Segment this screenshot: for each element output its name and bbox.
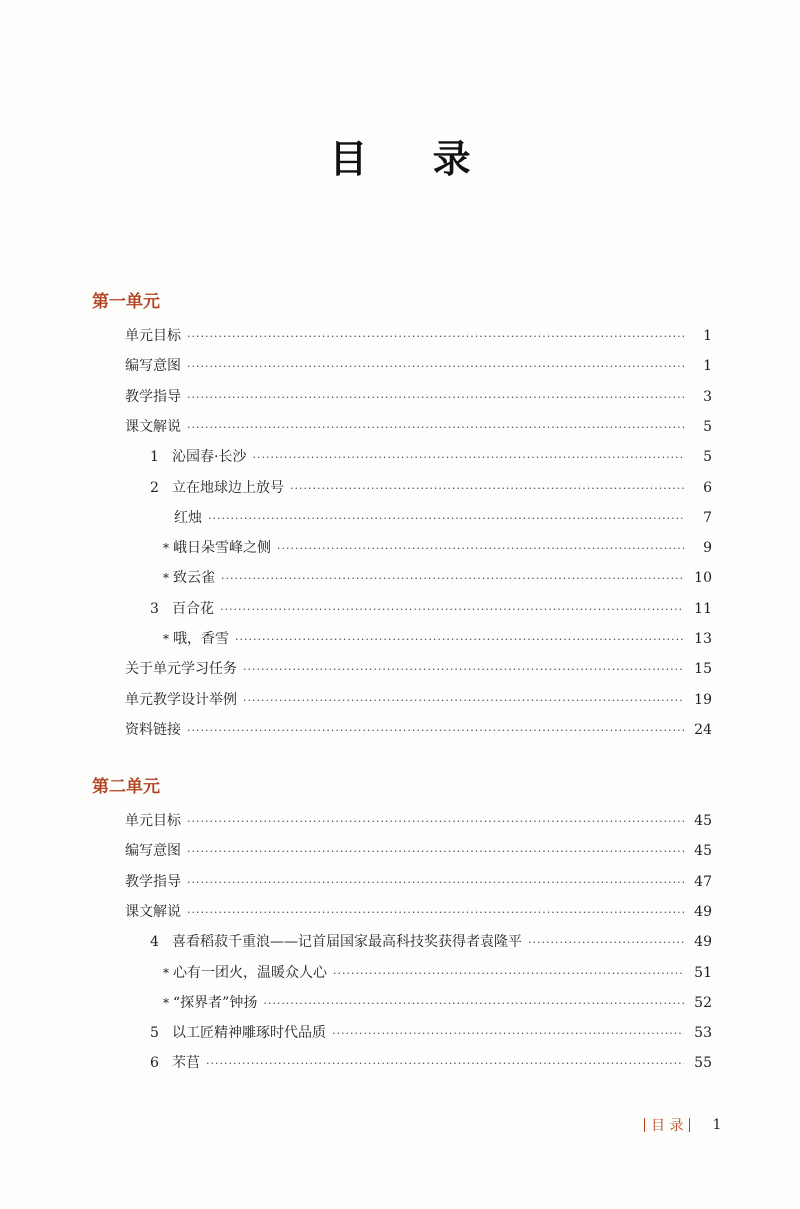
dot-leader [235, 629, 684, 651]
toc-entry[interactable] [125, 689, 712, 711]
dot-leader [187, 841, 684, 863]
dot-leader [187, 417, 684, 439]
toc-page-number: 10 [694, 570, 712, 586]
lesson-number: 6 [150, 1055, 159, 1071]
toc-page-number: 53 [694, 1025, 712, 1041]
toc-entry[interactable] [125, 325, 712, 347]
toc-page-number: 52 [694, 995, 712, 1011]
footer-bar-left [644, 1118, 645, 1132]
dot-leader [187, 720, 684, 742]
toc-entry-label [150, 446, 246, 468]
toc-entry[interactable] [125, 658, 712, 680]
toc-entry-label [150, 598, 214, 620]
toc-entry[interactable] [174, 507, 712, 529]
toc-entry-label [163, 537, 271, 559]
unit-heading: 第一单元 [92, 292, 160, 312]
toc-entry[interactable] [163, 537, 712, 559]
toc-entry-label [150, 1022, 326, 1044]
toc-page-number: 3 [703, 389, 712, 405]
optional-star-icon: * [163, 996, 169, 1010]
toc-entry[interactable] [125, 901, 712, 923]
dot-leader [221, 568, 684, 590]
dot-leader [528, 932, 684, 954]
toc-entry[interactable] [125, 810, 712, 832]
toc-page-number: 11 [694, 601, 712, 617]
toc-page-number: 24 [694, 722, 712, 738]
toc-page-number: 5 [703, 419, 712, 435]
lesson-number: 2 [150, 480, 159, 496]
toc-page-number: 55 [694, 1055, 712, 1071]
dot-leader [187, 356, 684, 378]
toc-entry-label [125, 810, 181, 832]
toc-entry-label [163, 992, 257, 1014]
footer-label: 目 录 [651, 1118, 684, 1134]
dot-leader [208, 508, 684, 530]
toc-entry-title: 单元教学设计举例 [125, 692, 237, 708]
toc-entry[interactable] [163, 962, 712, 984]
toc-page-number: 5 [703, 449, 712, 465]
dot-leader [252, 447, 684, 469]
toc-entry-label [150, 931, 522, 953]
dot-leader [333, 963, 684, 985]
toc-entry-title: “探界者”钟扬 [173, 995, 258, 1011]
dot-leader [187, 326, 684, 348]
footer-page-number: 1 [712, 1117, 722, 1133]
optional-star-icon: * [163, 966, 169, 980]
footer-bar-right [689, 1118, 690, 1132]
toc-entry-title: 哦，香雪 [173, 631, 229, 647]
toc-entry-label [125, 689, 237, 711]
dot-leader [187, 811, 684, 833]
toc-entry[interactable] [163, 628, 712, 650]
optional-star-icon: * [163, 541, 169, 555]
optional-star-icon: * [163, 571, 169, 585]
dot-leader [187, 387, 684, 409]
toc-entry-title: 编写意图 [125, 843, 181, 859]
toc-page-number: 49 [694, 904, 712, 920]
toc-entry-title: 立在地球边上放号 [172, 480, 284, 496]
lesson-number: 1 [150, 449, 159, 465]
dot-leader [187, 902, 684, 924]
toc-entry[interactable] [125, 355, 712, 377]
dot-leader [290, 478, 684, 500]
toc-page-number: 51 [694, 965, 712, 981]
toc-entry[interactable] [150, 1022, 712, 1044]
running-footer [638, 1115, 721, 1135]
toc-page-number: 49 [694, 934, 712, 950]
toc-page-number: 47 [694, 874, 712, 890]
lesson-number: 4 [150, 934, 159, 950]
toc-page-number: 19 [694, 692, 712, 708]
toc-entry[interactable] [125, 386, 712, 408]
toc-entry[interactable] [150, 1052, 712, 1074]
toc-entry-title: 红烛 [174, 510, 202, 526]
toc-entry-label [150, 477, 284, 499]
toc-entry-label [125, 840, 181, 862]
toc-entry[interactable] [163, 992, 712, 1014]
lesson-number: 3 [150, 601, 159, 617]
toc-entry-title: 单元目标 [125, 328, 181, 344]
toc-entry-title: 峨日朵雪峰之侧 [173, 540, 271, 556]
optional-star-icon: * [163, 632, 169, 646]
dot-leader [243, 690, 684, 712]
toc-entry-label [125, 325, 181, 347]
dot-leader [243, 659, 684, 681]
toc-page-number: 1 [703, 358, 712, 374]
toc-entry[interactable] [150, 446, 712, 468]
toc-entry-label [125, 355, 181, 377]
toc-entry-title: 教学指导 [125, 874, 181, 890]
lesson-number: 5 [150, 1025, 159, 1041]
toc-page-number: 45 [694, 813, 712, 829]
toc-page-number: 1 [703, 328, 712, 344]
toc-entry-label [125, 658, 237, 680]
dot-leader [206, 1053, 684, 1075]
toc-entry-title: 心有一团火，温暖众人心 [173, 965, 327, 981]
dot-leader [220, 599, 684, 621]
toc-page-number: 15 [694, 661, 712, 677]
toc-entry-label [163, 628, 229, 650]
toc-entry-label [174, 507, 202, 529]
page-title: 目 录 [329, 136, 497, 181]
toc-page-number: 9 [703, 540, 712, 556]
unit-heading: 第二单元 [92, 777, 160, 797]
toc-entry-title: 以工匠精神雕琢时代品质 [172, 1025, 326, 1041]
dot-leader [263, 993, 684, 1015]
toc-entry[interactable] [125, 871, 712, 893]
toc-entry-title: 资料链接 [125, 722, 181, 738]
toc-entry[interactable] [150, 598, 712, 620]
toc-entry[interactable] [150, 477, 712, 499]
toc-entry-title: 沁园春·长沙 [172, 449, 247, 465]
toc-entry[interactable] [163, 567, 712, 589]
toc-entry-label [125, 901, 181, 923]
toc-entry[interactable] [125, 416, 712, 438]
toc-page-number: 7 [703, 510, 712, 526]
toc-entry-title: 百合花 [172, 601, 214, 617]
toc-entry-label [125, 719, 181, 741]
toc-entry-title: 喜看稻菽千重浪——记首届国家最高科技奖获得者袁隆平 [172, 934, 522, 950]
toc-page-number: 13 [694, 631, 712, 647]
toc-entry-title: 单元目标 [125, 813, 181, 829]
toc-entry-label [125, 416, 181, 438]
dot-leader [277, 538, 684, 560]
toc-entry[interactable] [125, 840, 712, 862]
toc-entry-title: 关于单元学习任务 [125, 661, 237, 677]
toc-page-number: 45 [694, 843, 712, 859]
toc-entry-label [163, 567, 215, 589]
toc-entry-label [163, 962, 327, 984]
toc-entry[interactable] [150, 931, 712, 953]
toc-entry-title: 教学指导 [125, 389, 181, 405]
dot-leader [332, 1023, 684, 1045]
toc-page-number: 6 [703, 480, 712, 496]
toc-entry-title: 编写意图 [125, 358, 181, 374]
toc-entry-title: 课文解说 [125, 419, 181, 435]
toc-entry-title: 致云雀 [173, 570, 215, 586]
dot-leader [187, 872, 684, 894]
toc-entry-title: 芣苢 [172, 1055, 200, 1071]
toc-entry-title: 课文解说 [125, 904, 181, 920]
toc-entry-label [125, 386, 181, 408]
toc-entry-label [125, 871, 181, 893]
toc-entry[interactable] [125, 719, 712, 741]
toc-entry-label [150, 1052, 200, 1074]
